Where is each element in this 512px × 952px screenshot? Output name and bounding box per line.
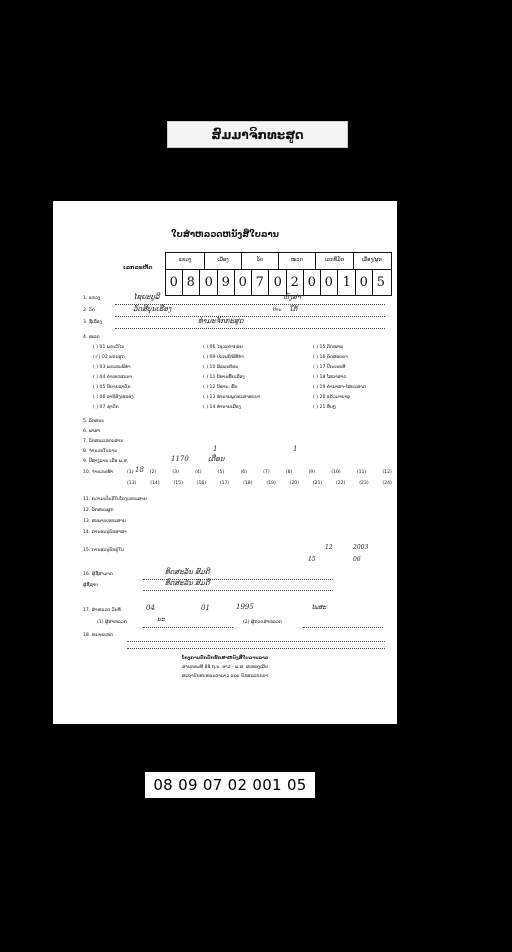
year-value: 1170 <box>171 455 189 463</box>
category-item: ( ) 14 ທຳນານເມືອງ <box>203 405 241 410</box>
field-7: 7. ລັກສນະເອກະສານ <box>83 439 124 444</box>
date-2: 2003 <box>353 544 369 551</box>
field-9: 9. ປີສາງລານ ເມື່ອ ພ.ສ. <box>83 459 129 464</box>
remark-label: 18. ຫມາຍເຫດ <box>83 633 113 638</box>
footer-line-2: ສານກອມທີ 88 ຖ.ນ. ອາວ - ພ.ສ. ສະທອງເລີນ <box>182 665 268 670</box>
category-item: ( ) 19 ຄຳພາສາ-ໄສຍະສາດ <box>313 385 366 390</box>
month-value: ເດືອນ <box>208 455 225 463</box>
category-item: ( ) 06 ໄຊວະຄຳກອນ <box>203 345 243 350</box>
form-heading: ໃບສຳຫລວດຫນັງສືໃບລານ <box>171 230 279 240</box>
category-item: ( ) 18 ໂສລາສາດ <box>313 375 347 380</box>
surveyor-signature: ນະ <box>157 616 165 623</box>
owner2-value: ທິດສະລັນ ສົມດີ <box>165 579 210 587</box>
field-8: 8. ຈຳນວນໃບລານ <box>83 449 118 454</box>
category-item: ( ) 01 ພຣະວິໄນ <box>93 345 125 350</box>
category-item: ( ) 07 ຊາດົກ <box>93 405 119 410</box>
category-item: ( ) 17 ປີເນເນຍທີ <box>313 365 346 370</box>
category-item: ( ) 12 ນິທານ, ພິ້ນ <box>203 385 238 390</box>
district-value: ຫົງສາ <box>283 293 301 301</box>
title-card: ສົມມາຈິກທະສູດ <box>167 121 348 148</box>
field-11: 11. ຄວາມເປັນມີໃບໂຄງເອກະສານ <box>83 497 147 502</box>
owner-value: ທິດສະລັນ ສົມດີ <box>165 568 210 576</box>
category-item: ( ) 09 ປະເພນີ/ພິທີກຳ <box>203 355 244 360</box>
code-digit: 0 <box>201 270 218 295</box>
code-digit: 5 <box>376 275 385 290</box>
code-header-temple: ວັດ <box>242 253 279 269</box>
code-header-bundle: ເລກທີ່ມັດ <box>316 253 354 269</box>
code-digit: 0 <box>270 270 287 295</box>
code-digit: 8 <box>183 270 200 295</box>
field-12: 12. ລັກສນະຜູກ <box>83 508 114 513</box>
row-2-label: 2. ວັດ <box>83 308 95 313</box>
date-3: 15 <box>308 556 316 563</box>
village-value: ໃຕ້ <box>289 305 298 313</box>
field-6: 6. ພາສາ <box>83 429 101 434</box>
checker-label: (2) ຜູ້ກວດສຳຫລວດ <box>243 620 282 625</box>
pages-value: 1 <box>293 445 298 453</box>
code-digit: 2 <box>287 270 304 295</box>
survey-form-page <box>53 201 397 724</box>
checker-signature: ໄພສະ <box>311 604 327 611</box>
footer-line-1: ໂຄງການປົກປັກຮັກສາຫນັງສືໃບລານລາວ <box>181 656 269 661</box>
code-digit: 9 <box>218 270 235 295</box>
owner-label: 16. ຜູ້ຊື່ສາມາດ <box>83 572 113 577</box>
code-header-province: ແຂວງ <box>166 253 205 269</box>
footer-line-3: ສະຖາບັນສະຫລະດາລາວ ແລະ ນັກສະແກກລາ <box>182 674 268 679</box>
owner2-label: ຜູ້ຊື່ຊາບ <box>83 583 99 588</box>
category-item: (✓) 02 ພຣະສູດ <box>93 355 125 360</box>
field-5: 5. ລັກສນະ <box>83 419 105 424</box>
code-digit: 0 <box>356 270 373 295</box>
category-item: ( ) 05 ນິຍາຍຊາດົກ <box>93 385 131 390</box>
date-4: 06 <box>353 556 361 563</box>
survey-day: 04 <box>146 604 155 612</box>
survey-label: 17. ສຳຫລວດ ວັນທີ <box>83 608 121 613</box>
field-13: 13. ສະພາບເອກະສານ <box>83 519 126 524</box>
surveyor-label: (1) ຜູ້ສຳຫລວດ <box>97 620 127 625</box>
category-label: 4. ໝວດ <box>83 335 100 340</box>
code-digit: 1 <box>339 270 356 295</box>
temple-value: ວັດສີບຸນເຮືອງ <box>133 305 172 313</box>
category-item: ( ) 13 ທຳນານພຸດທະສາສະນາ <box>203 395 261 400</box>
page-number-row-2: (13) (14) (15) (16) (17) (18) (19) (20) (21) (22) (23) (24) <box>127 481 392 486</box>
field-14: 14. ການອະນຸລັກສາສາ <box>83 530 127 535</box>
code-label: ເລກລະຫັດ <box>123 265 153 271</box>
code-header-fascicle: ເລື່ອງ/ຜູກ <box>361 257 383 264</box>
code-digit: 0 <box>321 270 338 295</box>
code-grid <box>165 252 392 296</box>
category-item: ( ) 06 ອານິສົງ/ສລອງ <box>93 395 134 400</box>
province-value: ໄຊຍະບູລີ <box>133 293 160 301</box>
code-digit: 0 <box>166 270 183 295</box>
survey-year: 1995 <box>236 603 254 611</box>
category-item: ( ) 15 ກົດໝາຍ <box>313 345 344 350</box>
category-item: ( ) 11 ນິທານພື້ນເມືອງ <box>203 375 245 380</box>
village-label: ບ້ານ <box>273 308 282 313</box>
code-header-category: ໝວດ <box>279 253 316 269</box>
code-header-district: ເມືອງ <box>205 253 242 269</box>
page-count-value: 18 <box>135 466 144 474</box>
code-digit: 7 <box>252 270 269 295</box>
category-item: ( ) 10 ພິແພນຕ້ອນ <box>203 365 239 370</box>
field-10: 10. ຈຳນວນໜ້າ <box>83 470 114 475</box>
field-15: 15. ການອະນຸລັກຢູ່ໃນ <box>83 548 124 553</box>
page-number-row-1: (1) (2) (3) (4) (5) (6) (7) (8) (9) (10) (11) (12) <box>127 470 392 475</box>
code-digit: 0 <box>304 270 321 295</box>
leaves-value: 1 <box>213 445 218 453</box>
title-value: ທຳມະຈັກກະສູດ <box>198 317 244 325</box>
category-item: ( ) 21 ອື່ນໆ <box>313 405 336 410</box>
code-digit: 0 <box>235 270 252 295</box>
category-item: ( ) 04 ຄຳເທດສະນາ <box>93 375 132 380</box>
survey-month: 01 <box>201 604 210 612</box>
category-item: ( ) 03 ພຣະອະພິທຳ <box>93 365 131 370</box>
row-1-label: 1. ແຂວງ <box>83 296 101 301</box>
category-item: ( ) 16 ຄັດສອບຍາ <box>313 355 348 360</box>
bottom-code-label: 08 09 07 02 001 05 <box>145 772 315 798</box>
category-item: ( ) 20 ແລ້ວມາຍາອຸ <box>313 395 350 400</box>
date-1: 12 <box>325 544 333 551</box>
row-3-label: 3. ຊື່ເລື່ອງ <box>83 320 102 325</box>
